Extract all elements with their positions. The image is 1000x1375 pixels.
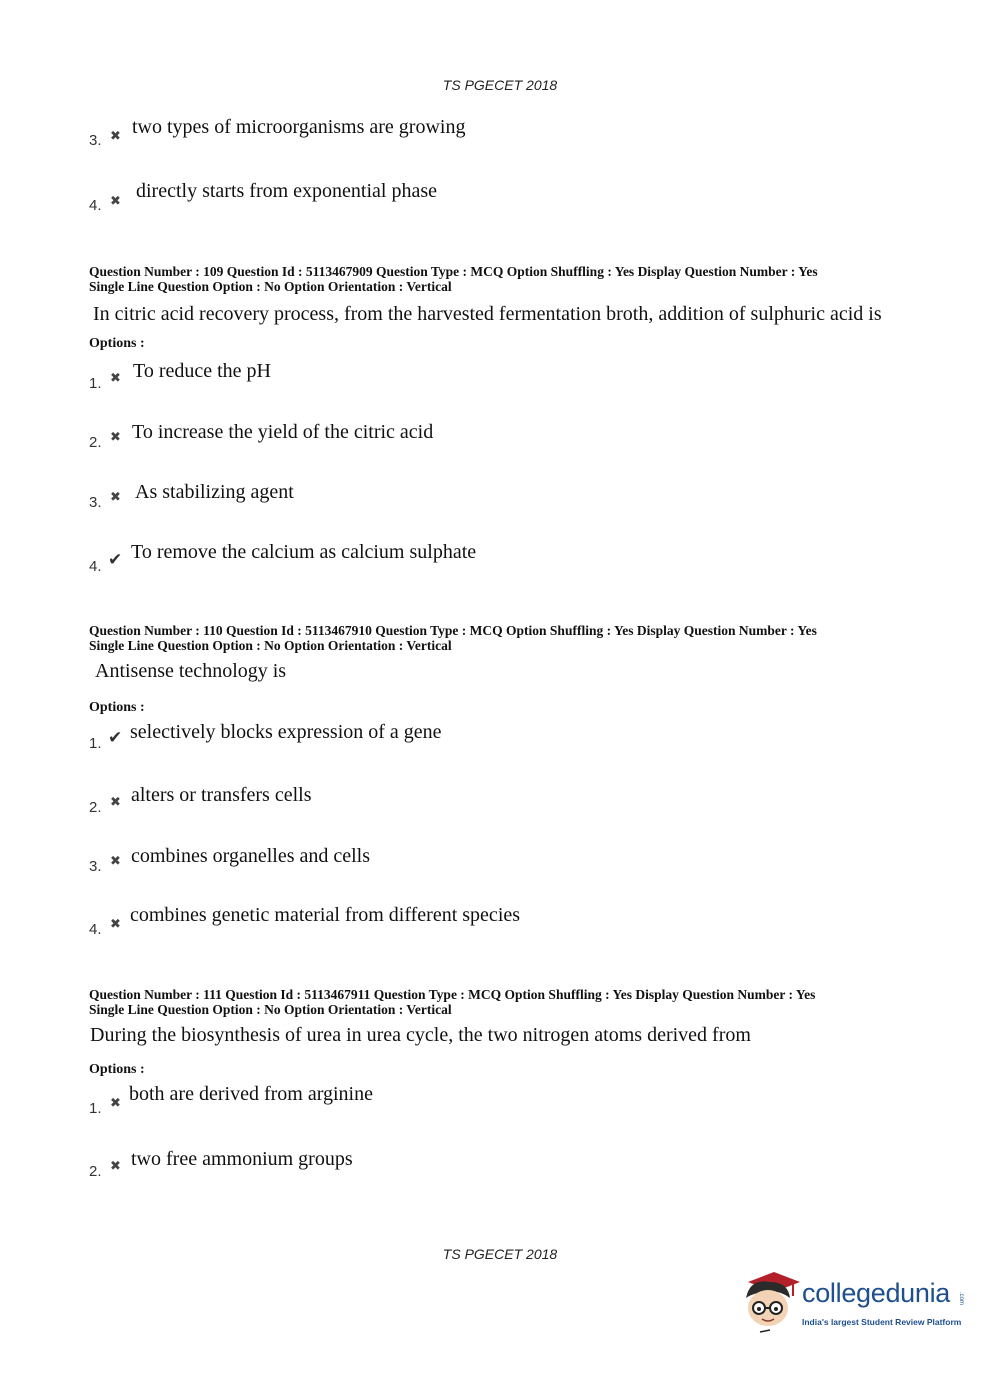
page-footer: TS PGECET 2018 bbox=[442, 1246, 558, 1262]
logo-wordmark: collegedunia bbox=[802, 1278, 951, 1308]
option-number: 1. bbox=[89, 375, 102, 392]
incorrect-mark-icon: ✖ bbox=[110, 430, 121, 445]
question-text: During the biosynthesis of urea in urea cycle, the two nitrogen atoms derived from bbox=[90, 1024, 751, 1046]
option-number: 4. bbox=[89, 197, 102, 214]
question-meta-line1: Question Number : 109 Question Id : 5113467909 Question Type : MCQ Option Shuffling : Yes Display Question Number : Yes bbox=[89, 264, 818, 279]
option-text: To reduce the pH bbox=[133, 360, 271, 382]
option-text: selectively blocks expression of a gene bbox=[130, 721, 442, 743]
logo-suffix: .com bbox=[958, 1292, 964, 1306]
option-number: 2. bbox=[89, 799, 102, 816]
incorrect-mark-icon: ✖ bbox=[110, 795, 121, 810]
incorrect-mark-icon: ✖ bbox=[110, 194, 121, 209]
option-text: directly starts from exponential phase bbox=[136, 180, 438, 202]
option-text: two free ammonium groups bbox=[131, 1148, 353, 1170]
mascot-icon bbox=[740, 1268, 802, 1338]
question-meta bbox=[89, 987, 909, 1017]
question-text: In citric acid recovery process, from the harvested fermentation broth, addition of sulphuric acid is bbox=[93, 303, 882, 325]
option-text: To remove the calcium as calcium sulphate bbox=[131, 541, 477, 563]
option-number: 3. bbox=[89, 858, 102, 875]
option-number: 4. bbox=[89, 558, 102, 575]
question-meta-line2: Single Line Question Option : No Option Orientation : Vertical bbox=[89, 1002, 452, 1017]
option-number: 1. bbox=[89, 1100, 102, 1117]
logo-tagline: India's largest Student Review Platform bbox=[802, 1317, 962, 1327]
option-text: both are derived from arginine bbox=[129, 1083, 373, 1105]
incorrect-mark-icon: ✖ bbox=[110, 490, 121, 505]
options-label: Options : bbox=[89, 1062, 145, 1077]
correct-check-icon: ✔ bbox=[108, 728, 123, 748]
option-number: 3. bbox=[89, 494, 102, 511]
option-text: combines organelles and cells bbox=[131, 845, 371, 867]
option-text: As stabilizing agent bbox=[135, 481, 294, 503]
question-text: Antisense technology is bbox=[95, 660, 287, 682]
question-meta bbox=[89, 623, 909, 653]
incorrect-mark-icon: ✖ bbox=[110, 1096, 121, 1111]
page-header: TS PGECET 2018 bbox=[442, 77, 558, 93]
incorrect-mark-icon: ✖ bbox=[110, 129, 121, 144]
question-meta-line1: Question Number : 111 Question Id : 5113467911 Question Type : MCQ Option Shuffling : Yes Display Question Number : Yes bbox=[89, 987, 816, 1002]
incorrect-mark-icon: ✖ bbox=[110, 917, 121, 932]
option-number: 2. bbox=[89, 434, 102, 451]
options-label: Options : bbox=[89, 336, 145, 351]
option-text: alters or transfers cells bbox=[131, 784, 312, 806]
options-label: Options : bbox=[89, 700, 145, 715]
incorrect-mark-icon: ✖ bbox=[110, 1159, 121, 1174]
question-meta-line1: Question Number : 110 Question Id : 5113467910 Question Type : MCQ Option Shuffling : Yes Display Question Number : Yes bbox=[89, 623, 817, 638]
incorrect-mark-icon: ✖ bbox=[110, 371, 121, 386]
collegedunia-logo bbox=[740, 1268, 970, 1338]
option-text: combines genetic material from different species bbox=[130, 904, 521, 926]
question-meta-line2: Single Line Question Option : No Option Orientation : Vertical bbox=[89, 279, 452, 294]
option-text: two types of microorganisms are growing bbox=[132, 116, 466, 138]
option-number: 2. bbox=[89, 1163, 102, 1180]
question-meta-line2: Single Line Question Option : No Option Orientation : Vertical bbox=[89, 638, 452, 653]
option-number: 3. bbox=[89, 132, 102, 149]
option-number: 1. bbox=[89, 735, 102, 752]
question-meta bbox=[89, 264, 909, 294]
correct-check-icon: ✔ bbox=[108, 550, 123, 570]
option-number: 4. bbox=[89, 921, 102, 938]
option-text: To increase the yield of the citric acid bbox=[132, 421, 434, 443]
incorrect-mark-icon: ✖ bbox=[110, 854, 121, 869]
